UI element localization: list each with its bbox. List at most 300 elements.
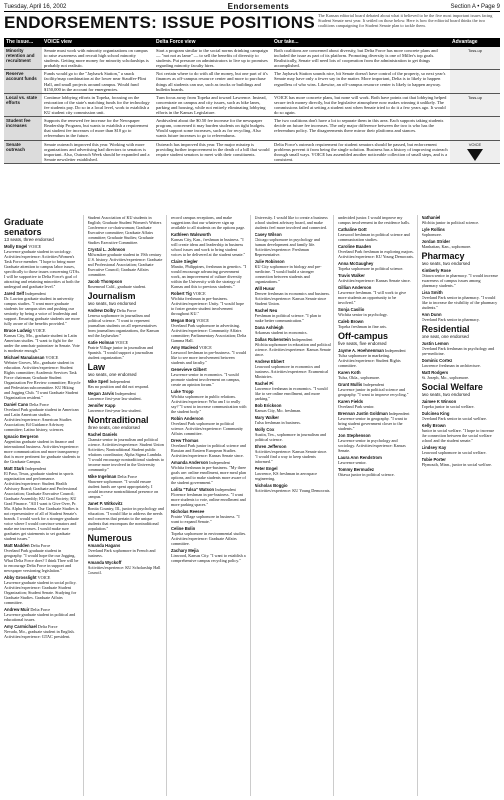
candidate-name: Mary Walker bbox=[254, 415, 280, 420]
candidate-bio: Leawood freshman in political science and communication studies. bbox=[338, 232, 410, 242]
candidate-name: Rachel Pi bbox=[254, 381, 274, 386]
section-heading: Pharmacy bbox=[421, 251, 465, 261]
section-subheading: two seats, two endorsed bbox=[87, 301, 137, 306]
section-heading: Numerous bbox=[87, 533, 133, 543]
candidate-name: Jon Stephenson bbox=[338, 433, 371, 438]
candidate-bio: Lawrence freshman in economics. "I would like to see online enrollment, and more parking." bbox=[254, 386, 328, 401]
candidate-entry bbox=[4, 466, 81, 541]
candidate-name: Dulcinea King bbox=[421, 411, 450, 416]
candidate-bio: Lawrence freshman. "I will work to give more students an opportunity to be involved." bbox=[338, 290, 407, 305]
candidate-bio: Shawnee sophomore. "I would ensure student funds are spent appropriately. I would increase nontraditional presence on campus." bbox=[87, 479, 159, 499]
candidate-entry bbox=[255, 337, 332, 357]
candidate-bio: Webster Groves, Mo., graduate student in education. Activities/experience: Student Rights committee; Academic Services Task Force chairman; Graduate Student Organization Fee Review committee; Bicycle and Pedestrian subcommittee. KU Hiking and Jogging Club. "I want Graduate Student Organization resident." bbox=[4, 360, 81, 400]
candidate-bio: record campus receptions, and make suggestions that our whatever sign up available to all students on the options page. bbox=[171, 215, 246, 230]
candidate-entry bbox=[422, 399, 499, 409]
candidate-name: Sonja Casilio bbox=[338, 307, 365, 312]
candidate-entry bbox=[4, 355, 81, 400]
section-subheading: two seats, two endorsed bbox=[421, 261, 471, 266]
section-heading: Nontraditional bbox=[87, 415, 149, 425]
candidate-bio: Tulsa freshman in business. bbox=[254, 420, 301, 425]
section-subheading: 13 seats, three endorsed bbox=[4, 237, 54, 242]
candidate-bio: Wichita freshman in pre-business. Activities/experience: Unity. "I would hope to foster greater student involvement throughout KU." bbox=[171, 296, 244, 316]
candidate-name: Ehren Jefferson bbox=[254, 444, 287, 449]
candidate-name: Robin Anderson bbox=[171, 416, 204, 421]
candidate-bio: Prairie Village junior in journalism and Spanish. "I would support a journalism student organization." bbox=[87, 345, 154, 360]
candidate-entry bbox=[4, 624, 81, 639]
candidate-bio: Lawrence senior in economics. "I would promote student involvement on campus, create an opinion forum." bbox=[171, 372, 241, 387]
candidate-name: Andrew Dolby bbox=[87, 308, 116, 313]
candidate-entry bbox=[171, 487, 248, 507]
candidate-entry bbox=[171, 438, 248, 458]
candidate-name: Casey Wilson bbox=[254, 232, 282, 237]
candidate-entry bbox=[255, 286, 332, 306]
candidate-bio: Wichita senior in psychology. bbox=[338, 312, 388, 317]
candidate-name: Dominic Cortez bbox=[421, 358, 453, 363]
candidate-bio: Overland Park junior in political science and Russian and Eastern European Studies. Activities/experience: Kansas Senate since. bbox=[171, 443, 246, 458]
candidate-name: Kelly Brown bbox=[421, 423, 446, 428]
voice-cell: Supports the renewed fee increase for the Newspaper Readership Program, but wants to establish a requirement that student fee increases of more than $10 go to referendum in the future. bbox=[42, 117, 154, 140]
candidate-entry bbox=[88, 474, 165, 499]
candidate-name: Lisa Smith bbox=[421, 290, 443, 295]
table-row bbox=[4, 70, 500, 93]
candidate-bio: Lawrence junior in political science and geography. "I want to improve recycling." bbox=[338, 387, 409, 397]
candidate-bio: Activities/experience: Kansas Senate since. "I would find a way to keep students informed." bbox=[254, 449, 328, 464]
candidate-bio: Lawrence, KS freshman in aerospace engineering. bbox=[254, 471, 317, 481]
header-date: Tuesday, April 16, 2002 bbox=[4, 3, 67, 10]
candidate-bio: Lawrence freshman in architecture. bbox=[421, 363, 481, 368]
candidate-entry bbox=[422, 457, 499, 467]
candidate-party: Independent bbox=[25, 466, 46, 471]
candidate-bio: Lawrence first-year law student. bbox=[87, 408, 142, 413]
voice-cell: Continue lobbying efforts in Topeka, focusing on the restoration of the state's matching funds for the technology fee students pay. Do so in a local level, work to establish a KU student city commission unit. bbox=[42, 93, 154, 116]
candidate-bio: Arkansas student in economics. bbox=[254, 330, 308, 335]
candidate-name: Karen Fields bbox=[338, 399, 364, 404]
candidate-bio: Overland Park sophomore in French and business. bbox=[87, 548, 156, 558]
candidate-name: Brennan Justin Goldman bbox=[338, 411, 388, 416]
candidate-bio: Overland Park freshman in psychology and pre-medicine. bbox=[421, 346, 495, 356]
candidate-bio: Activities/experience: KU Scholarship Hall Council. bbox=[87, 565, 161, 575]
candidate-entry bbox=[255, 403, 332, 413]
advantage-label: VOICE bbox=[468, 141, 482, 147]
candidate-entry bbox=[88, 403, 165, 413]
candidate-entry bbox=[338, 399, 415, 409]
candidate-name: Ann Dunn bbox=[421, 312, 442, 317]
candidate-bio: St. Joseph, Mo., sophomore. bbox=[421, 375, 470, 380]
candidate-name: Lolita "Tulsa" Watson bbox=[171, 487, 215, 492]
candidate-bio: Denver freshman in economics and business. Activities/experience: Kansas Senate since Student Union. bbox=[254, 291, 331, 306]
section-heading: Law bbox=[87, 362, 106, 372]
candidate-name: Tobie Porter bbox=[421, 457, 446, 462]
candidate-column bbox=[171, 215, 251, 796]
candidate-bio: Overland Park senior in pharmacy. "I would like to increase the visibility of the pharmacy students." bbox=[421, 295, 498, 310]
candidate-bio: Leawood freshman in pre-business. "I would like to see more involvement between students and faculty." bbox=[171, 350, 247, 365]
candidate-party: VOICE bbox=[37, 575, 51, 580]
candidate-bio: Argentina graduate student in finance and international business. Activities/experience: more communication and more transparency that is more pertinent for graduate students to the Graduate Campus. bbox=[4, 439, 81, 464]
candidate-party: Delta Force bbox=[37, 624, 58, 629]
candidate-party: Independent bbox=[115, 391, 136, 396]
candidate-name: Jordan Strider bbox=[421, 239, 451, 244]
candidate-entry bbox=[422, 411, 499, 421]
candidate-bio: Overland Park senior. bbox=[338, 404, 375, 409]
candidate-entry bbox=[88, 560, 165, 575]
candidate-entry bbox=[338, 307, 415, 317]
candidate-name: Amy Carmichael bbox=[4, 624, 37, 629]
header-section: Endorsements bbox=[227, 2, 290, 11]
candidate-name: Bruce Ludwig bbox=[4, 328, 32, 333]
candidate-entry bbox=[171, 345, 248, 365]
intro-text: The Kansan editorial board debated about what it believed to be the five most important issues facing Student Senate next year. It settled on those below. Here is how the editorial board thinks the two coalitions campaigning for Student Senate plan to tackle them. bbox=[318, 13, 493, 28]
candidate-bio: Wichita junior in political science. bbox=[421, 220, 480, 225]
advantage-cell bbox=[450, 117, 500, 140]
candidate-column bbox=[422, 215, 501, 796]
table-row bbox=[4, 47, 500, 70]
candidate-name: Karen Koth bbox=[338, 370, 361, 375]
candidate-name: Julie Robinson bbox=[254, 259, 285, 264]
section-subheading: three seats, one endorsed bbox=[87, 425, 140, 430]
candidate-entry bbox=[338, 261, 415, 271]
candidate-bio: Activities/experience: Kansas Senate since. bbox=[338, 278, 411, 283]
candidate-entry bbox=[171, 416, 248, 436]
candidate-bio: Prairie Village sophomore in business. "I want to expand Senate." bbox=[171, 514, 240, 524]
candidate-name: Crystal L. Johnson bbox=[87, 247, 126, 252]
candidate-bio: Leawood sophomore in social welfare. bbox=[421, 450, 487, 455]
candidate-bio: Tulsa sophomore in marketing. Activities/experience: Student Rights committee. bbox=[338, 353, 401, 368]
candidate-name: Jennifer Kapp bbox=[87, 403, 116, 408]
candidate-bio: Rosemead Calif., graduate student. bbox=[87, 284, 147, 289]
candidate-name: Andrew Muir bbox=[4, 607, 30, 612]
candidate-bio: undecided junior. I would improve my campus involvement in the residence halls. bbox=[338, 215, 411, 225]
candidate-entry bbox=[255, 381, 332, 401]
candidate-name: Amanda Hagans bbox=[87, 543, 121, 548]
candidate-entry bbox=[422, 268, 499, 288]
advantage-cell bbox=[450, 70, 500, 93]
candidate-bio: Lenexa sophomore in journalism and political science. "I want to represent journalism students on all representatives from journalism organizations, the Kansan and the Jayhawker." bbox=[87, 313, 159, 338]
candidate-party: VOICE bbox=[196, 318, 209, 323]
candidate-entry bbox=[338, 285, 415, 305]
candidate-bio: Lawrence first-year law student. bbox=[87, 396, 142, 401]
candidate-name: Rachel Neu bbox=[254, 308, 278, 313]
header-delta: Delta Force view bbox=[154, 38, 272, 47]
candidate-name: Tommy Bermudez bbox=[338, 467, 374, 472]
header-issue: The issue... bbox=[4, 38, 42, 47]
candidate-column bbox=[4, 215, 84, 796]
candidate-entry bbox=[338, 370, 415, 380]
candidate-name: Michael Manalansan bbox=[4, 355, 45, 360]
candidate-bio: El Paso, Texas, graduate student in sports organization and performance. Activities/experience: Student Health Advisory Board; Graduate and Professional Association; Graduate Executive Council; Graduate Assembly; KU Grad Society; KU Grad Finance. "All I want is Give Over, Pr. Mu. Alpha Schema. Our Graduate Studies is not representative of all of Student Senate's brands. I would work for a stronger graduate voice where I would convince senators and make me increases. I would make sure graduates get statements to set graduate student issues." bbox=[4, 471, 79, 541]
candidate-name: Amanda Wyckoff bbox=[87, 560, 122, 565]
candidate-party: Independent bbox=[291, 337, 313, 342]
candidate-entry bbox=[88, 247, 165, 277]
candidate-bio: Has no position and did not respond. bbox=[87, 384, 150, 389]
voice-cell: Funds would go to the "Jayhawk Station," a snack facility/map combination at the lower near Stauffer-Flint Hall, and small projects around campus. Would fund $150,000 in the account for emergencies. bbox=[42, 70, 154, 93]
candidate-entry bbox=[88, 391, 165, 401]
candidate-bio: Kansas City, Kan., freshman in business. "I will create ideas and leadership in business school issues and work to bring student voices to be delivered at the student senate." bbox=[171, 237, 246, 257]
candidate-name: Ignacio Bergeron bbox=[4, 434, 39, 439]
candidate-name: Janet P. Witkovitz bbox=[87, 501, 123, 506]
candidate-party: VOICE bbox=[45, 355, 59, 360]
candidate-entry bbox=[422, 239, 499, 249]
candidate-bio: KU City sophomore in biology and pre-medicine. "I would build a stronger connection between students and organizations." bbox=[254, 264, 322, 284]
candidate-bio: Wichita sophomore in public relations. Activities/experience: Who am I to really say? "I want to increase communication with the student body." bbox=[171, 394, 247, 414]
candidate-bio: Bonita Country, Ill., junior in psychology and education. "I would like to address the needs and concerns that pertain to the unique students that encompass the nontraditional population." bbox=[87, 506, 164, 531]
candidate-entry bbox=[4, 244, 81, 289]
candidate-party: Delta Force bbox=[30, 607, 51, 612]
candidate-entry bbox=[255, 466, 332, 481]
issue-cell: Student fee increases bbox=[4, 117, 42, 140]
candidate-bio: Leawood sophomore in economics and business. Activities/experience: Ecumenical Ministries. bbox=[254, 364, 329, 379]
candidate-party: Independent bbox=[109, 379, 131, 384]
candidate-name: Jacob Thompson bbox=[87, 279, 123, 284]
candidate-name: Robert Tig bbox=[171, 291, 192, 296]
candidate-name: Mike Sperl bbox=[87, 379, 109, 384]
candidate-bio: University. I would like to create a business school student advisory board, and make students feel more involved and connected. bbox=[254, 215, 328, 230]
candidate-bio: Wichita sophomore in education and political science. Activities/experience: Kansas Senate since. bbox=[254, 342, 331, 357]
candidate-party: VOICE bbox=[28, 244, 42, 249]
candidate-bio: Activities/experience: KU Young Democrats. bbox=[254, 488, 331, 493]
candidate-name: Celine Bolin bbox=[171, 526, 196, 531]
candidate-entry bbox=[88, 379, 165, 389]
candidate-name: Rachel Daniels bbox=[87, 432, 118, 437]
candidate-bio: Chanute senior in journalism and political science. Activities/experience: Student Union Activities; Nontraditional Student public relations coordinator; Alpha Sigma Lambda. "I would encourage nontraditional students to become more involved in the University community." bbox=[87, 437, 164, 472]
header-page: Section A • Page 9 bbox=[450, 3, 500, 10]
candidate-name: Gillian Anderson bbox=[338, 285, 372, 290]
candidate-entry bbox=[255, 232, 332, 257]
candidate-bio: Lawrence senior in geography. "I want to bring student government closer to the students." bbox=[338, 416, 408, 431]
candidate-entry bbox=[255, 359, 332, 379]
advantage-cell: Toss-up bbox=[450, 93, 500, 116]
candidate-name: Peter Engel bbox=[254, 466, 278, 471]
candidate-name: Justin Lemon bbox=[421, 341, 449, 346]
candidate-column bbox=[255, 215, 335, 796]
candidate-entry bbox=[88, 501, 165, 531]
candidate-party: Delta Force bbox=[29, 402, 49, 407]
candidate-name: Molly Cox bbox=[254, 427, 275, 432]
take-cell: Delta Force's outreach requirement for student senators should be passed, but enforcement problems prevent it from being the single solution. Business has a history of improving outreach through small ways. VOICE has assembled another noticeable collection of small steps, and is a consistent. bbox=[272, 140, 450, 163]
candidate-name: Matt Rodgers bbox=[421, 370, 449, 375]
candidate-entry bbox=[255, 483, 332, 493]
candidate-bio: Plymouth, Minn., junior in social welfare. bbox=[421, 462, 492, 467]
candidate-bio: Linwood, Kansas City. "I want to establish a comprehensive campus recycling policy." bbox=[171, 553, 246, 563]
candidate-bio: Overland Park sophomore in political science. Activities/experience: Community Affairs committee. bbox=[171, 421, 243, 436]
candidate-name: Andrew Ebbert bbox=[254, 359, 285, 364]
candidate-name: Grant Mullis bbox=[338, 382, 363, 387]
candidate-name: Katie Holman bbox=[87, 340, 115, 345]
voice-cell: Senate must work with minority organizations on campus to raise awareness and recruit high school minority students. Getting more money for minority scholarships is probably not realistic. bbox=[42, 47, 154, 70]
candidate-bio: Lawrence senior. bbox=[338, 460, 367, 465]
advantage-cell bbox=[450, 140, 500, 163]
candidate-entry bbox=[338, 215, 415, 225]
candidate-name: Megan Borg bbox=[171, 318, 196, 323]
candidate-name: Nathaniel bbox=[421, 215, 441, 220]
candidate-party: Independent bbox=[209, 460, 230, 465]
candidate-name: Cathaline Gott bbox=[338, 227, 367, 232]
candidate-entry bbox=[4, 402, 81, 432]
candidate-name: Molly Engel bbox=[4, 244, 28, 249]
section-subheading: five seats, five endorsed bbox=[338, 341, 387, 346]
section-subheading: two seats, two endorsed bbox=[421, 392, 471, 397]
candidate-entry bbox=[171, 526, 248, 546]
candidate-bio: Overland Park freshman in exploring majors. Activities/experience: KU Young Democrats. bbox=[338, 249, 414, 259]
candidate-entry bbox=[338, 273, 415, 283]
candidate-entry bbox=[338, 348, 415, 368]
candidate-bio: Wichita freshman in pre-business. "My three goals are: online enrollment, more meal plan options, and to make students more aware of the student government." bbox=[171, 465, 247, 485]
take-cell: The two coalitions don't have a lot to separate them in this area. Each supports taking students decide on future fee increases. The only major difference between the two is who has the referendum policy. The disagreements there mirror their platforms and stances. bbox=[272, 117, 450, 140]
candidate-party: Independent bbox=[388, 411, 410, 416]
candidate-bio: Lawrence graduate student in social policy. Activities/experience: Graduate Student Organization; Student Senate. Studying for Graduate Studies. Graduate Affairs committee. bbox=[4, 580, 77, 605]
candidate-entry bbox=[171, 259, 248, 289]
candidate-entry bbox=[88, 432, 165, 472]
candidate-name: Jared Self bbox=[4, 291, 25, 296]
candidate-entry bbox=[171, 215, 248, 230]
candidate-name: Matt Stark bbox=[4, 466, 25, 471]
header-voice: VOICE view bbox=[42, 38, 154, 47]
candidate-party: VOICE bbox=[198, 345, 212, 350]
candidate-name: Claire Siegler bbox=[171, 259, 198, 264]
candidate-entry bbox=[338, 382, 415, 397]
candidate-entry bbox=[338, 411, 415, 431]
candidate-name: Nicholas Boggio bbox=[254, 483, 288, 488]
issue-cell: Minority retention and recruitment bbox=[4, 47, 42, 70]
header-advantage: Advantage bbox=[450, 38, 500, 47]
candidate-bio: Lawrence graduate student in sociology. Activities/experience: Activities/Women's Task Force member. "I hope to bring more Graduate attention to campus labor issues, specifically to those issues concerning GTAs. I will be supportive to Delta Force's goal of attracting and retaining minorities at both the undergrad and graduate level." bbox=[4, 249, 81, 289]
candidate-name: Lindsey Kay bbox=[421, 445, 447, 450]
candidate-entry bbox=[171, 509, 248, 524]
candidate-party: Independent bbox=[215, 487, 236, 492]
candidate-entry bbox=[171, 367, 248, 387]
candidate-entry bbox=[338, 244, 415, 259]
take-cell: Both coalitions are concerned about diversity, but Delta Force has more concrete plans and included the issue as part of its platform. Promoting diversity is one of Miller's top goals. Realistically, Senate will need lots of cooperation from the administration to get things accomplished. bbox=[272, 47, 450, 70]
candidate-bio: Sophomore. bbox=[421, 232, 442, 237]
candidate-bio: Ottawa senior in pharmacy. "I would increase awareness of campus issues among pharmacy students." bbox=[421, 273, 498, 288]
candidate-party: VOICE bbox=[115, 340, 129, 345]
candidate-entry bbox=[338, 455, 415, 465]
candidate-party: Delta Force bbox=[117, 474, 138, 479]
candidate-entry bbox=[422, 227, 499, 237]
candidate-bio: Topeka sophomore in environmental studies. Activities/experience: Graduate Affairs committee. bbox=[171, 531, 247, 546]
candidate-bio: Manhattan, Kan., sophomore. bbox=[421, 244, 472, 249]
page-header bbox=[4, 2, 500, 12]
advantage-cell: Toss-up bbox=[450, 47, 500, 70]
candidate-name: Amy Macleod bbox=[171, 345, 198, 350]
candidate-entry bbox=[255, 308, 332, 323]
table-header-row bbox=[4, 38, 500, 47]
candidate-entry bbox=[255, 259, 332, 284]
candidate-bio: Kansas City, Mo. freshman. bbox=[254, 408, 302, 413]
candidate-bio: Manito, Philippines, freshman in genetics. "I would encourage advancing government work, an improvement of culture diversity within the University with the strategy of Kansas and this to previous students." bbox=[171, 264, 246, 289]
section-heading: Off-campus bbox=[338, 331, 389, 341]
candidate-bio: Freshman in political science. "I plan to make better communication." bbox=[254, 313, 322, 323]
candidate-bio: Junior in social welfare. "I hope to increase the connection between the social welfare school and the student senate." bbox=[421, 428, 495, 443]
candidate-entry bbox=[4, 434, 81, 464]
candidate-entry bbox=[338, 433, 415, 453]
candidate-name: Abby Grosslight bbox=[4, 575, 37, 580]
candidate-entry bbox=[422, 312, 499, 322]
candidate-party: Independent bbox=[384, 348, 406, 353]
section-heading: Social Welfare bbox=[421, 382, 483, 392]
candidate-entry bbox=[88, 308, 165, 338]
candidate-name: Megan Jarvis bbox=[87, 391, 115, 396]
candidate-entry bbox=[422, 445, 499, 455]
candidate-name: Dana Ashleigh bbox=[254, 325, 284, 330]
candidate-entry bbox=[4, 607, 81, 622]
candidate-bio: Austin, Tex., sophomore in journalism and political science. bbox=[254, 432, 327, 442]
candidate-name: Caroline Baaden bbox=[338, 244, 372, 249]
candidate-entry bbox=[422, 358, 499, 368]
voice-cell: Senate outreach improved this year. Working with more organizations and advertising had directors to senators is important. Also, Outreach Week should be expanded and a Senate newsletter established. bbox=[42, 140, 154, 163]
candidate-bio: Overland Park sophomore in advertising. Activities/experience: Community Affairs committee; Parliamentary Association; Delta Gamma Hall. bbox=[171, 323, 247, 343]
delta-cell: Outreach has improved this year. The major misstep is providing further improvement in the death of a bill that would require student senators to meet with their constituents. bbox=[154, 140, 272, 163]
candidate-entry bbox=[255, 215, 332, 230]
candidate-entry bbox=[255, 427, 332, 442]
section-heading: Journalism bbox=[87, 291, 136, 301]
take-cell: VOICE has more concrete plans, but none will work. Both have points out that lobbying helped secure tech money directly, but the legislative atmosphere now makes winning it unlikely. The commissions failed at setting a student seat when Senate tried to do it a few years ago. It would do so again. bbox=[272, 93, 450, 116]
issue-cell: Reserve account funds bbox=[4, 70, 42, 93]
candidate-party: Delta Force bbox=[30, 543, 51, 548]
table-row bbox=[4, 140, 500, 163]
candidate-entry bbox=[422, 423, 499, 443]
candidate-name: Anna McGaughey bbox=[338, 261, 374, 266]
candidate-name: Jayme A. Hoehnenman bbox=[338, 348, 384, 353]
candidate-entry bbox=[171, 460, 248, 485]
candidate-bio: Kansas City, Mo., graduate student in Latin American studies. "I want to fight for the under the armchair patronizer in Senate. Vote is moderate enough." bbox=[4, 333, 80, 353]
header-take: Our take... bbox=[272, 38, 450, 47]
candidate-party: VOICE bbox=[192, 291, 206, 296]
candidate-name: Bob Erickson bbox=[254, 403, 282, 408]
candidate-bio: Tulsa, Okla., sophomore. bbox=[338, 375, 381, 380]
candidate-bio: Lawrence senior in psychology and sociology. Activities/experience: Kansas Senate. bbox=[338, 438, 406, 453]
candidate-bio: Topeka sophomore in political science. bbox=[338, 266, 404, 271]
candidate-bio: Milwaukee graduate student in 19th century U.S. history. Activities/experience: Graduate and Professional Association; Graduate Executive Council; Graduate Affairs committee. bbox=[87, 252, 163, 277]
candidate-name: Dallas Rubenstein bbox=[254, 337, 291, 342]
candidate-bio: Overland Park graduate student in American and Latin American studies. Activities/experience: American Studies Association; Ed Guidance Advisory committee; Latino history, sciences. bbox=[4, 407, 79, 432]
candidate-entry bbox=[88, 543, 165, 558]
section-heading: Residential bbox=[421, 324, 470, 334]
candidate-name: Mike Ingelman bbox=[87, 474, 117, 479]
candidate-entry bbox=[422, 215, 499, 225]
candidate-name: Matt Madden bbox=[4, 543, 30, 548]
candidate-name: Lyle Rollins bbox=[421, 227, 445, 232]
candidate-bio: Topeka junior in social welfare. bbox=[421, 404, 475, 409]
page-title: ENDORSEMENTS: ISSUE POSITIONS bbox=[4, 13, 315, 32]
candidate-name: Daniel Cano bbox=[4, 402, 29, 407]
candidate-name: Caleb Brown bbox=[338, 319, 364, 324]
candidate-entry bbox=[255, 444, 332, 464]
delta-cell: Turn focus away from Topeka and toward Lawrence. Instead, concentrate on campus and city issues, such as bike lanes, parking and housing, while not entirely eliminating lobbying efforts in the Kansas Legislature. bbox=[154, 93, 272, 116]
delta-cell: Start a program similar to the social norms drinking campaign — "not not as lame" — to sell the benefits of diversity to students. Put pressure on administrators to live up to promises regarding minority faculty hires. bbox=[154, 47, 272, 70]
issue-cell: Local vs. state efforts bbox=[4, 93, 42, 116]
candidate-entry bbox=[88, 340, 165, 360]
candidate-entry bbox=[88, 215, 165, 245]
section-heading: Graduate senators bbox=[4, 217, 44, 237]
candidate-entry bbox=[171, 318, 248, 343]
candidate-bio: Florence freshman in pre-business. "I want more students to vote, online enrollment and more parking spaces." bbox=[171, 492, 246, 507]
candidate-bio: Student Association of KU students in English; Graduate Student Women's Writers Conference co-chairwoman; Graduate Executive committee; Graduate Affairs committee; Graduate Studies; Graduate Studies Executive Committee. bbox=[87, 215, 162, 245]
candidate-party: VOICE bbox=[32, 328, 46, 333]
delta-cell: Not certain where to do with all the money, but one part of it's finances as off-campus resource center and more to purchase things all students can use, such as trucks or buildings and bulletin boards. bbox=[154, 70, 272, 93]
candidate-column bbox=[88, 215, 168, 796]
candidate-entry bbox=[255, 415, 332, 425]
candidate-name: Kathleen Walsworth bbox=[171, 232, 211, 237]
candidate-entry bbox=[422, 341, 499, 356]
voice-logo-icon bbox=[452, 149, 498, 162]
candidate-bio: Overland Park graduate student in geography. "I would hope the our Jogging, What Delta Force does? I think Thee will be to encourage Delta Force in support and newspaper versioning legislation." bbox=[4, 548, 79, 573]
candidate-name: Nicholas Reesee bbox=[171, 509, 205, 514]
candidate-entry bbox=[171, 548, 248, 563]
candidate-name: Zachary Mejia bbox=[171, 548, 199, 553]
candidate-bio: Overland Park senior in pharmacy. bbox=[421, 317, 480, 322]
table-row bbox=[4, 117, 500, 140]
candidate-entry bbox=[338, 227, 415, 242]
